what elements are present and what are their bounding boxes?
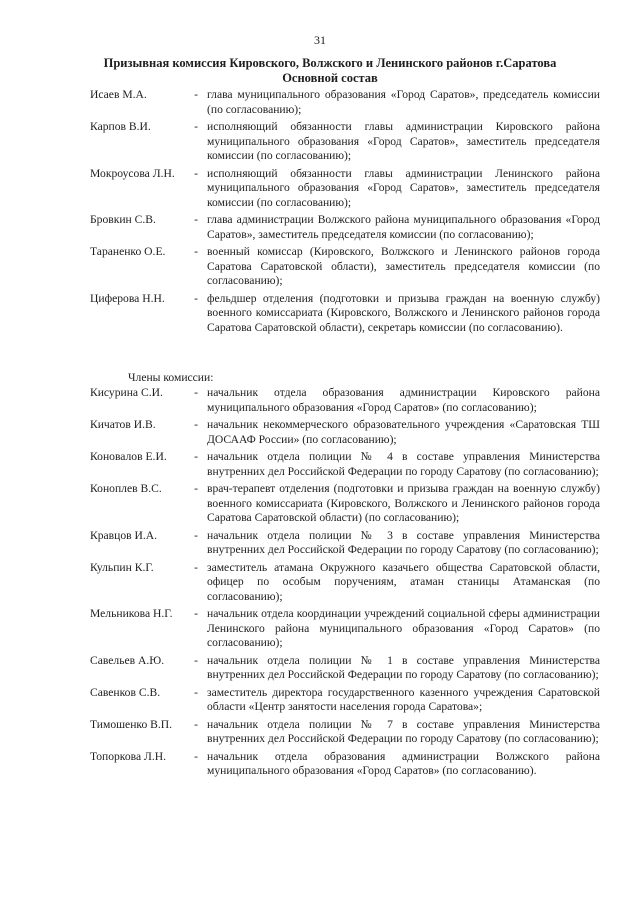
member-role: начальник отдела полиции № 7 в составе управления Министерства внутренних дел Российской Федерации по городу Саратову (по согласованию); (207, 717, 600, 745)
dash: - (194, 450, 198, 463)
list-item (90, 213, 600, 242)
title-line-2: Основной состав (282, 71, 378, 85)
member-role: начальник отдела полиции № 4 в составе управления Министерства внутренних дел Российской Федерации по городу Саратову (по согласованию); (207, 450, 600, 478)
member-role: начальник отдела полиции № 3 в составе управления Министерства внутренних дел Российской Федерации по городу Саратову (по согласованию); (207, 528, 600, 556)
member-role: начальник отдела образования администрации Кировского района муниципального образования «Город Саратов» (по согласованию); (207, 386, 600, 414)
dash: - (194, 653, 198, 667)
page-number: 31 (314, 33, 326, 47)
member-name: Савенков С.В. (90, 685, 161, 699)
member-role: фельдшер отделения (подготовки и призыва граждан на военную службу) военного комиссариата (Кировского, Волжского и Ленинского районов города Саратова Саратовской области), секретарь комиссии (по согласованию). (207, 291, 600, 334)
member-name: Бровкин С.В. (90, 213, 156, 226)
list-item (90, 529, 600, 558)
member-name: Коновалов Е.И. (90, 450, 167, 463)
list-item (90, 654, 600, 683)
member-name: Кравцов И.А. (90, 528, 158, 542)
member-role: начальник отдела полиции № 1 в составе управления Министерства внутренних дел Российской Федерации по городу Саратову (по согласованию); (207, 653, 600, 681)
dash: - (194, 528, 198, 542)
dash: - (194, 717, 198, 731)
member-role: глава муниципального образования «Город Саратов», председатель комиссии (по согласованию); (207, 88, 600, 116)
title-line-1: Призывная комиссия Кировского, Волжского и Ленинского районов г.Саратова (103, 56, 557, 70)
member-name: Исаев М.А. (90, 88, 147, 101)
member-role: начальник некоммерческого образовательного учреждения «Саратовская ТШ ДОСААФ России» (по согласованию); (207, 418, 600, 446)
main-members-list (90, 88, 600, 338)
list-item (90, 386, 600, 415)
member-role: заместитель атамана Окружного казачьего общества Саратовской области, офицер по особым поручениям, атаман станицы Атаманская (по согласованию); (207, 560, 600, 603)
member-name: Коноплев В.С. (90, 482, 162, 495)
member-name: Кульпин К.Г. (90, 560, 154, 574)
list-item (90, 718, 600, 747)
dash: - (194, 560, 198, 574)
member-name: Тимошенко В.П. (90, 717, 173, 731)
member-name: Топоркова Л.Н. (90, 749, 167, 763)
dash: - (194, 166, 198, 180)
member-name: Мокроусова Л.Н. (90, 166, 175, 180)
member-role: военный комиссар (Кировского, Волжского и Ленинского районов города Саратова Саратовской области), заместитель председателя комиссии (по согласованию); (207, 245, 600, 287)
member-name: Кичатов И.В. (90, 418, 156, 431)
member-role: начальник отдела координации учреждений социальной сферы администрации Ленинского района муниципального образования «Город Саратов» (по согласованию); (207, 607, 600, 649)
list-item (90, 292, 600, 336)
list-item (90, 245, 600, 289)
member-role: исполняющий обязанности главы администрации Ленинского района муниципального образования «Город Саратов», заместитель председателя комиссии (по согласованию); (207, 166, 600, 209)
list-item (90, 686, 600, 715)
list-item (90, 750, 600, 779)
member-role: врач-терапевт отделения (подготовки и призыва граждан на военную службу) военного комиссариата (Кировского, Волжского и Ленинского районов города Саратова Саратовской области) (по согласованию); (207, 482, 600, 524)
list-item (90, 482, 600, 526)
dash: - (194, 685, 198, 699)
dash: - (194, 482, 198, 495)
member-name: Мельникова Н.Г. (90, 607, 173, 620)
member-role: исполняющий обязанности главы администрации Кировского района муниципального образования «Город Саратов», заместитель председателя комиссии (по согласованию); (207, 120, 600, 162)
member-role: глава администрации Волжского района муниципального образования «Город Саратов», заместитель председателя комиссии (по согласованию); (207, 213, 600, 241)
dash: - (194, 120, 198, 133)
document-title (95, 56, 565, 86)
dash: - (194, 418, 198, 431)
list-item (90, 561, 600, 605)
member-name: Тараненко О.Е. (90, 245, 166, 258)
dash: - (194, 291, 198, 305)
committee-members-list (90, 386, 600, 782)
list-item (90, 418, 600, 447)
member-role: начальник отдела образования администрации Волжского района муниципального образования «Город Саратов» (по согласованию). (207, 749, 600, 777)
member-role: заместитель директора государственного казенного учреждения Саратовской области «Центр занятости населения города Саратова»; (207, 685, 600, 713)
dash: - (194, 749, 198, 763)
dash: - (194, 88, 198, 101)
dash: - (194, 607, 198, 620)
members-section-label: Члены комиссии: (128, 371, 214, 384)
list-item (90, 167, 600, 211)
dash: - (194, 213, 198, 226)
list-item (90, 120, 600, 164)
member-name: Савельев А.Ю. (90, 653, 165, 667)
list-item (90, 607, 600, 651)
member-name: Циферова Н.Н. (90, 291, 165, 305)
member-name: Карпов В.И. (90, 120, 151, 133)
list-item (90, 450, 600, 479)
list-item (90, 88, 600, 117)
dash: - (194, 386, 198, 399)
dash: - (194, 245, 198, 258)
member-name: Кисурина С.И. (90, 386, 163, 399)
